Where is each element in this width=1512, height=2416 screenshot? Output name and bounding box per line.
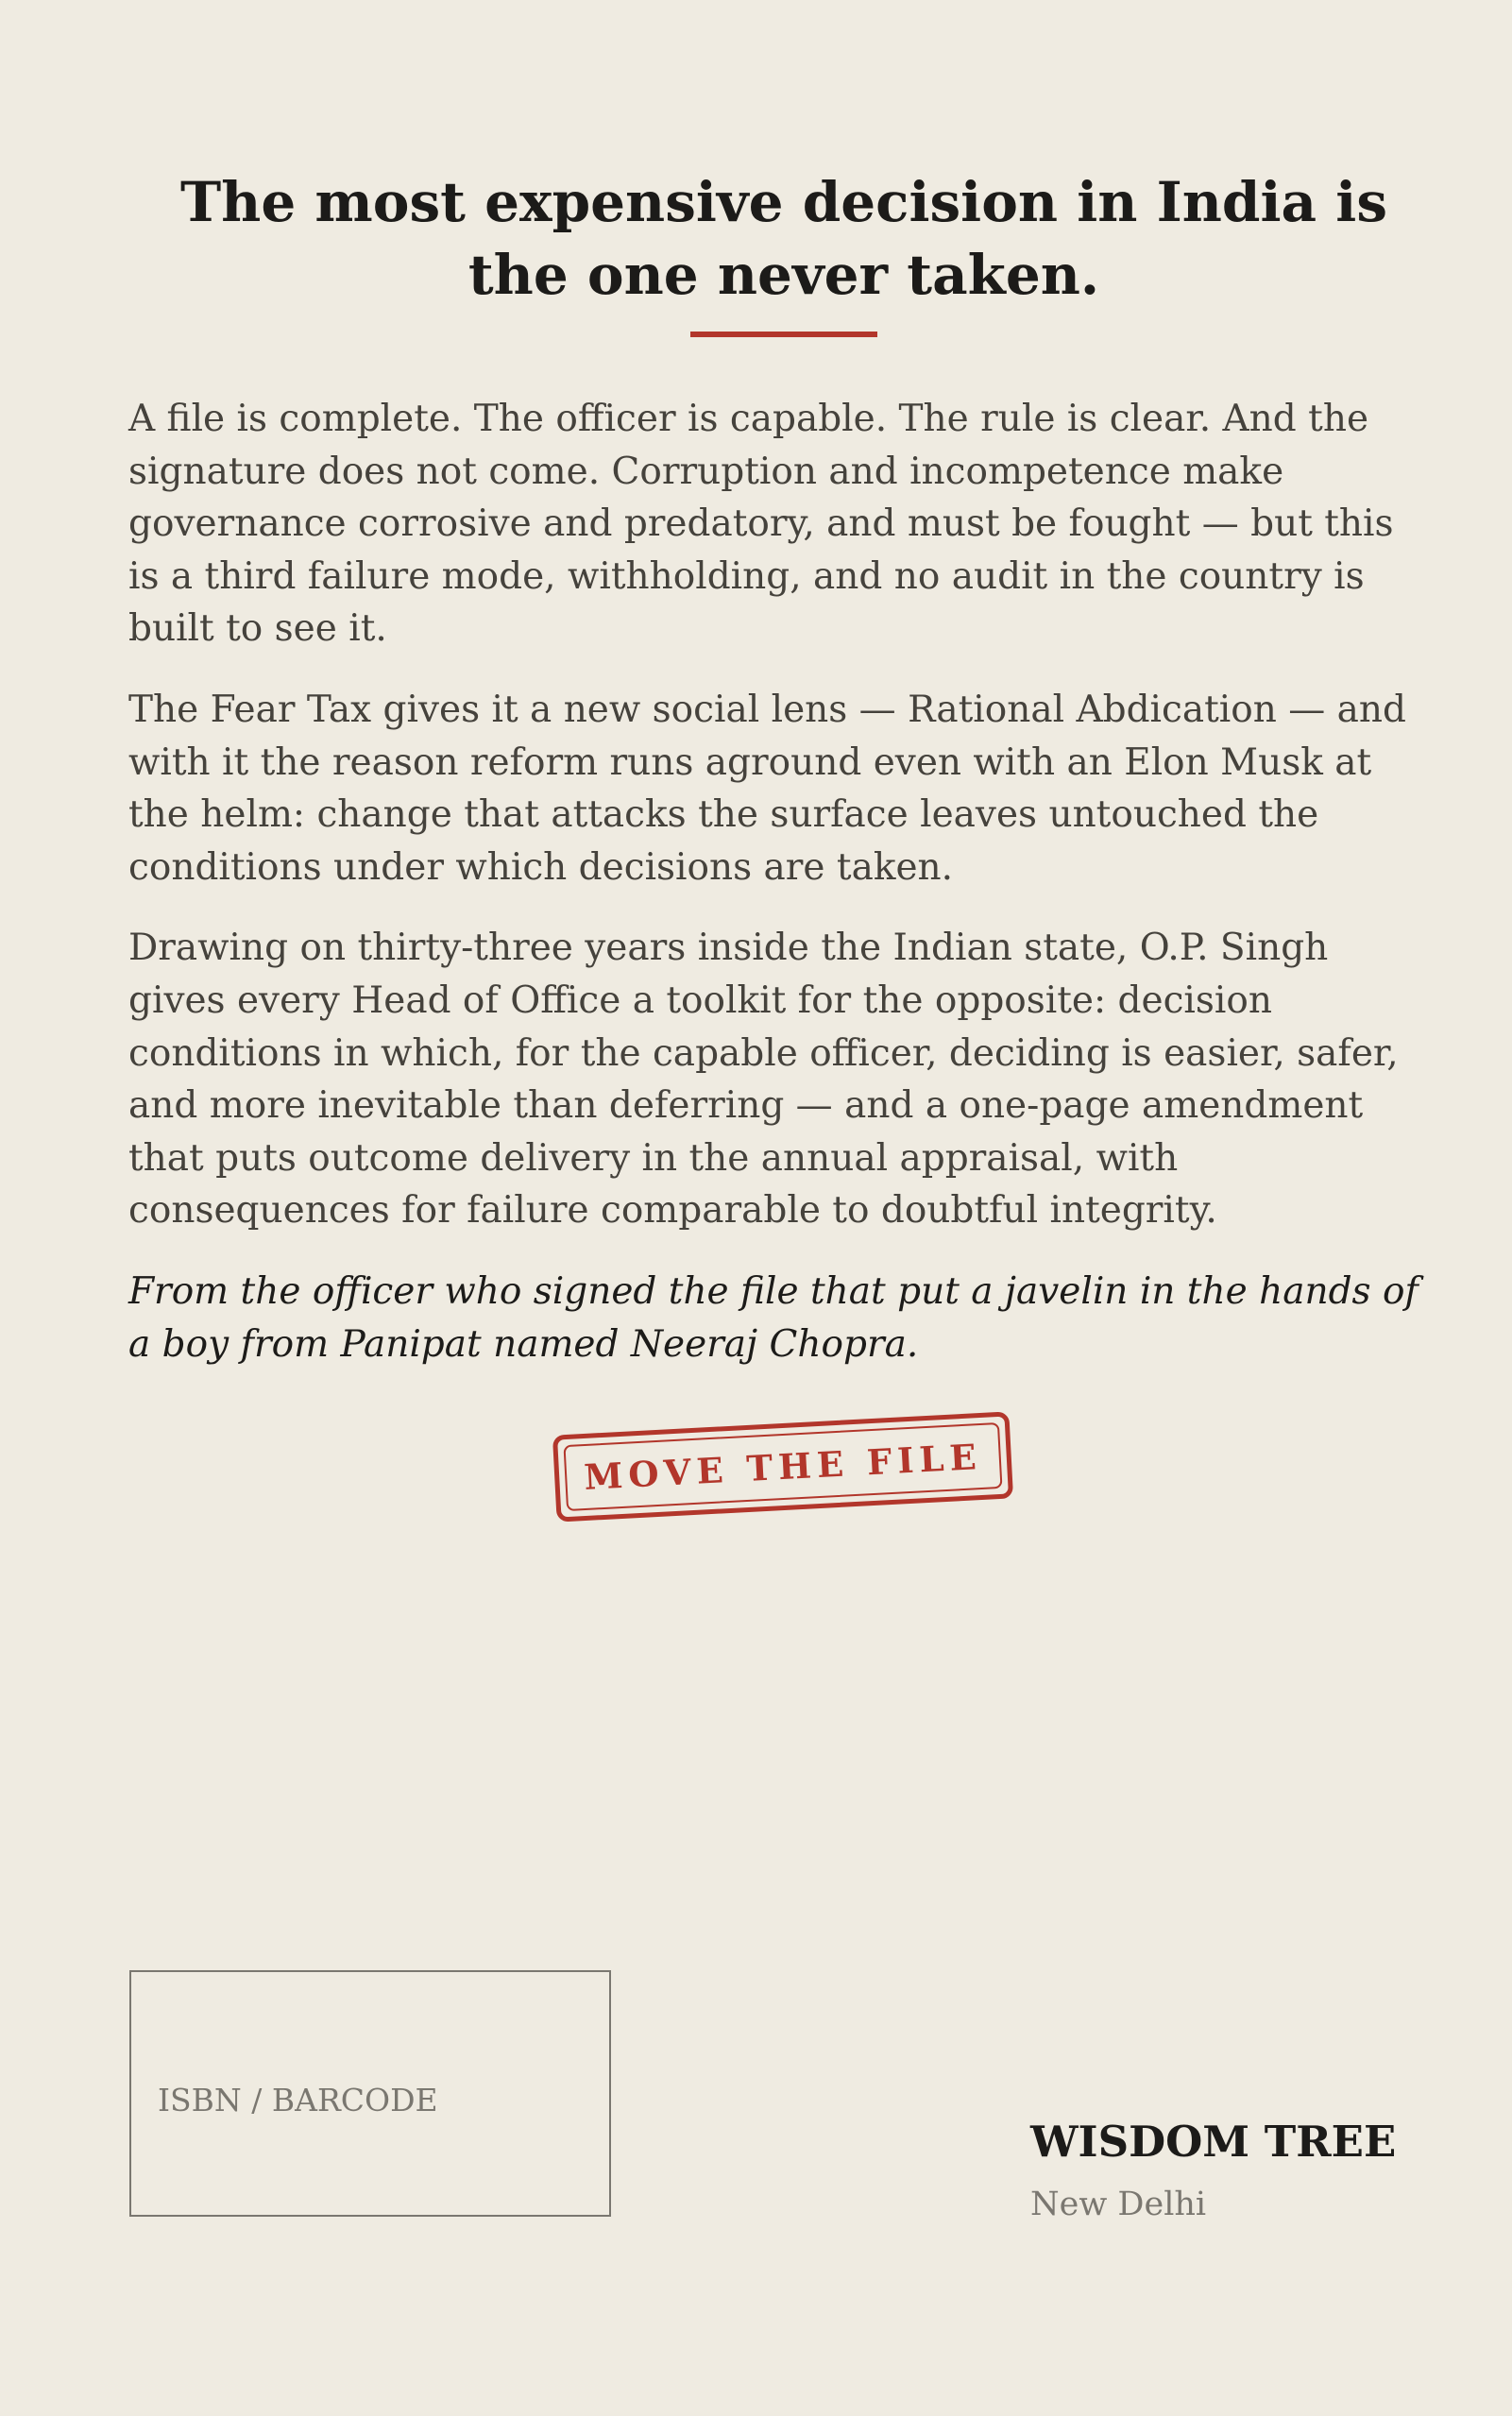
move-the-file-stamp [552, 1411, 1013, 1522]
publisher-city: New Delhi [1030, 2186, 1207, 2223]
stamp-inner-border [563, 1422, 1002, 1511]
headline-underline-rule [690, 332, 877, 337]
blurb-text [128, 393, 1432, 1399]
stamp-text: MOVE THE FILE [583, 1435, 983, 1499]
headline [142, 166, 1426, 312]
isbn-barcode-box [129, 1970, 611, 2217]
blurb-paragraph-3: Drawing on thirty-three years inside the Indian state, O.P. Singh gives every Head of Office a toolkit for the opposite: decision conditions in which, for the capable officer, deciding is easier, safer, and more inevitable than deferring — and a one-page amendment that puts outcome delivery in the annual appraisal, with consequences for failure comparable to doubtful integrity. [128, 927, 1399, 1233]
headline-line-2: the one never taken. [467, 243, 1100, 307]
headline-line-1: The most expensive decision in India is [180, 170, 1387, 234]
publisher-name: WISDOM TREE [1030, 2117, 1397, 2167]
blurb-paragraph-1: A file is complete. The officer is capable. The rule is clear. And the signature does not come. Corruption and incompetence make governance corrosive and predatory, and must be fought — but this is a third failure mode, withholding, and no audit in the country is built to see it. [128, 398, 1394, 651]
author-tagline: From the officer who signed the file that put a javelin in the hands of a boy from Panipat named Neeraj Chopra. [128, 1269, 1419, 1366]
blurb-paragraph-2: The Fear Tax gives it a new social lens — Rational Abdication — and with it the reason reform runs aground even with an Elon Musk at the helm: change that attacks the surface leaves untouched the conditions under which decisions are taken. [128, 688, 1406, 889]
isbn-barcode-label: ISBN / BARCODE [158, 2082, 438, 2118]
